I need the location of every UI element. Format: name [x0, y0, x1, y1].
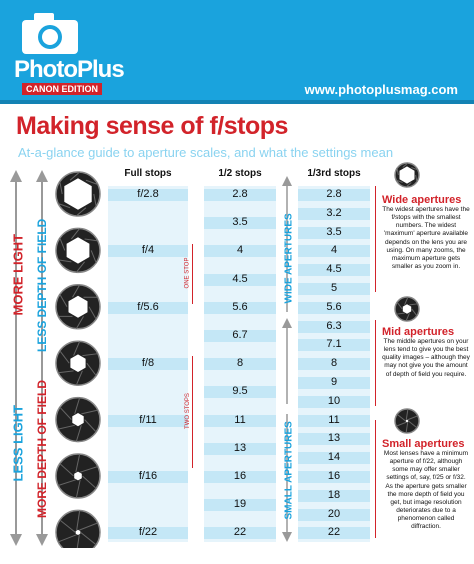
- third-value: 10: [327, 394, 341, 407]
- full-value: f/16: [138, 470, 158, 482]
- wide-apertures-label: WIDE APERTURES: [283, 213, 295, 304]
- aperture-icon: [56, 341, 100, 385]
- third-stops-header: 1/3rd stops: [307, 168, 361, 179]
- mid-apertures-title: Mid apertures: [382, 326, 455, 338]
- third-value: 13: [327, 432, 341, 445]
- third-value: 20: [327, 507, 341, 520]
- aperture-icons: [50, 168, 106, 548]
- logo-edition-badge: CANON EDITION: [22, 83, 102, 95]
- half-value: 5.6: [232, 300, 248, 313]
- aperture-icon: [56, 172, 100, 216]
- half-value: 11: [234, 413, 246, 426]
- page-title: Making sense of f/stops: [16, 112, 288, 140]
- two-stops-label: TWO STOPS: [184, 393, 191, 429]
- half-value: 16: [233, 470, 247, 482]
- small-apertures-title: Small apertures: [382, 438, 465, 450]
- wide-bracket: [375, 186, 376, 292]
- full-stops-header: Full stops: [124, 168, 172, 179]
- full-value: f/2.8: [137, 188, 159, 200]
- camera-icon: [20, 10, 80, 56]
- one-stop-label: ONE STOP: [184, 257, 191, 289]
- third-value: 22: [327, 526, 341, 539]
- website-url[interactable]: www.photoplusmag.com: [304, 82, 458, 97]
- small-bracket: [375, 420, 376, 538]
- full-value: f/5.6: [137, 300, 159, 313]
- half-value: 4: [236, 244, 244, 257]
- wide-aperture-icon: [394, 162, 420, 188]
- aperture-icon: [56, 454, 100, 498]
- less-light-label: LESS LIGHT: [10, 404, 26, 482]
- logo-name: PhotoPlus: [14, 56, 124, 83]
- third-value: 9: [330, 376, 338, 388]
- full-value: f/22: [138, 526, 158, 539]
- aperture-icon: [56, 510, 100, 548]
- half-value: 19: [233, 498, 247, 511]
- more-dof-label: MORE DEPTH OF FIELD: [35, 380, 49, 518]
- third-value: 4.5: [326, 263, 342, 276]
- third-value: 16: [327, 470, 341, 482]
- mid-apertures-text: The middle apertures on your lens tend to give you the best quality images – although they may not give you the amount of depth of field you require.: [382, 338, 470, 378]
- less-dof-label: LESS DEPTH OF FIELD: [35, 218, 49, 352]
- more-light-label: MORE LIGHT: [10, 233, 26, 316]
- third-value: 4: [330, 244, 338, 257]
- small-aperture-icon: [394, 408, 420, 434]
- one-stop-bracket: [192, 244, 193, 304]
- third-value: 3.5: [326, 225, 342, 238]
- page-subtitle: At-a-glance guide to aperture scales, and what the settings mean: [18, 145, 394, 160]
- third-value: 18: [327, 488, 341, 501]
- half-value: 6.7: [232, 329, 248, 341]
- third-value: 11: [328, 413, 340, 426]
- wide-apertures-title: Wide apertures: [382, 194, 462, 206]
- third-value: 2.8: [326, 188, 342, 200]
- small-apertures-text: Most lenses have a minimum aperture of f/22, although some may offer smaller settings of, say, f/25 or f/32. As the aperture gets smaller the more depth of field you get, but image resolution deteriorates due to a phenomenon called diffraction.: [383, 450, 469, 531]
- third-value: 8: [330, 357, 338, 370]
- wide-apertures-text: The widest apertures have the f/stops with the smallest numbers. The widest 'maximum' aperture available depends on the lens you are using. On many zooms, the maximum aperture gets smaller as you zoom in.: [382, 206, 470, 270]
- full-value: f/4: [141, 244, 155, 257]
- third-value: 6.3: [326, 319, 342, 332]
- half-value: 3.5: [232, 216, 248, 229]
- half-value: 13: [233, 441, 247, 454]
- half-value: 2.8: [232, 188, 248, 200]
- two-stops-bracket: [192, 356, 193, 468]
- mid-bracket: [375, 320, 376, 406]
- third-value: 7.1: [326, 338, 342, 351]
- third-value: 5.6: [326, 300, 342, 313]
- half-stops-header: 1/2 stops: [218, 168, 262, 179]
- half-value: 8: [236, 357, 244, 370]
- full-value: f/11: [139, 413, 157, 426]
- third-value: 3.2: [326, 206, 342, 219]
- half-value: 22: [233, 526, 247, 539]
- small-apertures-label: SMALL APERTURES: [283, 421, 295, 520]
- header-banner: [0, 0, 474, 104]
- third-value: 5: [330, 282, 338, 294]
- full-value: f/8: [141, 357, 155, 370]
- third-value: 14: [327, 451, 341, 464]
- mid-aperture-icon: [394, 296, 420, 322]
- half-value: 9.5: [232, 385, 248, 398]
- aperture-icon: [56, 228, 100, 272]
- aperture-icon: [56, 285, 100, 329]
- half-value: 4.5: [232, 272, 248, 285]
- aperture-icon: [56, 398, 100, 442]
